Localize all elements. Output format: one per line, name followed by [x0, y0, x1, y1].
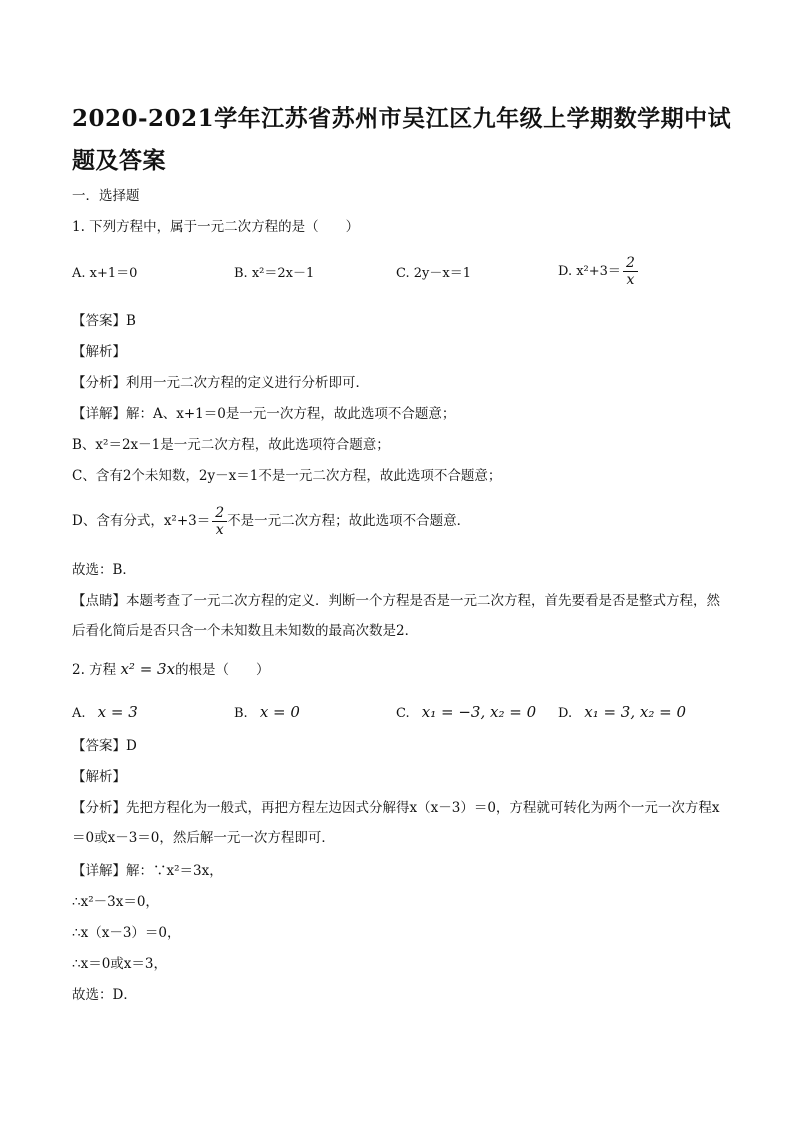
fraction-numerator: 2 — [623, 255, 638, 272]
fraction-denominator: x — [215, 522, 224, 538]
q2-stem-post: 的根是（ ） — [175, 662, 270, 678]
q1-option-d-text: D. x²+3＝ — [558, 264, 621, 279]
q2-option-d — [558, 702, 686, 724]
q2-option-b — [234, 702, 300, 724]
q1-analysis-heading: 【解析】 — [72, 344, 126, 360]
fraction — [212, 505, 227, 538]
q2-option-a-label: A. — [72, 706, 86, 721]
q2-stem-pre: 2. 方程 — [72, 662, 117, 678]
q2-option-a — [72, 702, 138, 724]
q2-option-d-math: x₁ = 3, x₂ = 0 — [584, 703, 687, 721]
q1-answer: 【答案】B — [72, 313, 136, 329]
q2-step-2: ∴x（x－3）＝0， — [72, 925, 181, 941]
q2-option-d-label: D. — [558, 706, 573, 721]
section-heading: 一．选择题 — [72, 188, 140, 204]
fraction — [623, 255, 638, 288]
q2-stem-math: x² = 3x — [120, 660, 176, 678]
q2-option-c — [396, 702, 536, 724]
q2-xiangjie: 【详解】解：∵x²＝3x， — [72, 863, 223, 879]
fraction-denominator: x — [626, 272, 635, 288]
q1-line-c: C、含有2个未知数，2y－x＝1不是一元二次方程，故此选项不合题意； — [72, 468, 502, 484]
q2-option-c-math: x₁ = −3, x₂ = 0 — [421, 703, 537, 721]
q1-line-d-post: 不是一元二次方程；故此选项不合题意． — [227, 513, 471, 529]
q1-option-d — [558, 255, 638, 288]
q1-option-c: C. 2y－x＝1 — [396, 266, 471, 281]
q1-line-d-pre: D、含有分式，x²+3＝ — [72, 513, 211, 529]
q2-option-b-math: x = 0 — [259, 703, 300, 721]
q2-answer: 【答案】D — [72, 738, 137, 754]
q2-step-3: ∴x＝0或x＝3， — [72, 956, 167, 972]
q2-option-c-label: C. — [396, 706, 410, 721]
q2-fenxi: 【分析】先把方程化为一般式，再把方程左边因式分解得x（x－3）＝0，方程就可转化为两个一元一次方程x＝0或x－3＝0，然后解一元一次方程即可． — [72, 800, 720, 846]
q1-choose: 故选：B． — [72, 562, 136, 578]
question-1-stem: 1. 下列方程中，属于一元二次方程的是（ ） — [72, 219, 360, 235]
question-2-stem — [72, 659, 270, 680]
q2-analysis-heading: 【解析】 — [72, 769, 126, 785]
q1-line-d — [72, 505, 470, 538]
q2-choose: 故选：D． — [72, 987, 137, 1003]
q2-option-b-label: B. — [234, 706, 248, 721]
q1-dianjing: 【点睛】本题考查了一元二次方程的定义．判断一个方程是否是一元二次方程，首先要看是否是整式方程，然后看化简后是否只含一个未知数且未知数的最高次数是2． — [72, 593, 720, 639]
q2-step-1: ∴x²－3x＝0， — [72, 894, 159, 910]
page-title: 2020-2021学年江苏省苏州市吴江区九年级上学期数学期中试题及答案 — [72, 105, 732, 174]
q1-fenxi: 【分析】利用一元二次方程的定义进行分析即可． — [72, 375, 369, 391]
q1-option-b: B. x²＝2x－1 — [234, 266, 315, 281]
fraction-numerator: 2 — [212, 505, 227, 522]
q1-xiangjie: 【详解】解：A、x+1＝0是一元一次方程，故此选项不合题意； — [72, 406, 456, 422]
q1-line-b: B、x²＝2x－1是一元二次方程，故此选项符合题意； — [72, 437, 390, 453]
q2-option-a-math: x = 3 — [97, 703, 138, 721]
q1-option-a: A. x+1＝0 — [72, 266, 138, 281]
